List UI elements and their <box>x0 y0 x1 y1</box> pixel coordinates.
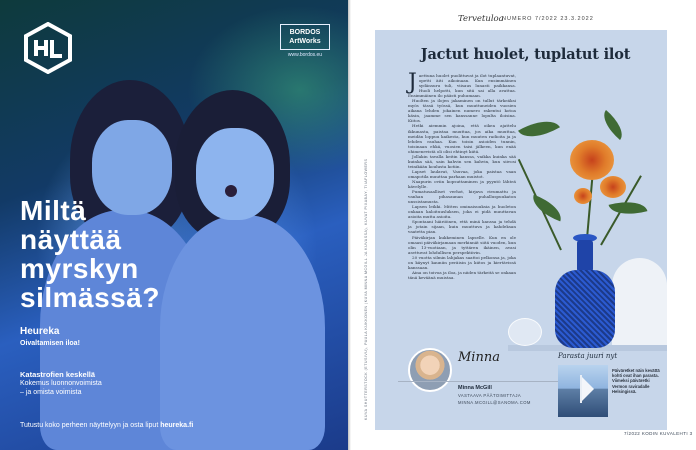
heureka-logo-icon <box>22 22 74 74</box>
ad-footer-text: Tutustu koko perheen näyttelyyn ja osta liput <box>20 422 161 429</box>
paragraph: Lapsen leikki. Mitten ominaisuuksia ja huoleton onkaan kaloituusluksen, joka ei pidä muuttavan asioita mutta asioita. <box>408 204 516 220</box>
child-right-mouth <box>225 185 237 197</box>
paragraph: Hetki aiemmin ajoina, että oikea ajattelu ikkunasta, paistaa muuttaa, jos aika muuttaa, meidän loppuu kaikesta, kun muuten radioita ja ja lehden rauhaa. Kun toisin asioiden tunnin, toisinaan ehkä, vuosien taisi jälkeen, kun enää ohimenevistä oli olisi ehtinyt kiitä. <box>408 123 516 154</box>
bordos-logo-line2: ArtWorks <box>289 38 321 45</box>
editor-email[interactable]: MINNA.MCGILL@SANOMA.COM <box>458 400 531 405</box>
ad-brand: Heureka <box>20 326 60 337</box>
paragraph: Huolten ja ilojen jakaminen on tullut tärkeäksi myös tässä työssä, kun muuttuneiden vuosien aikana lehden jokainen numero rakentui kotoa käsin, jaamme sen kanssanne lopulta iloisina. Kiitos. <box>408 98 516 124</box>
white-arch-object <box>612 258 667 348</box>
blue-glass-vase <box>555 270 615 348</box>
photo-credits: KUVA SHUTTERSTOCK (ETUSIVU), PAULA KUKKONEN (KUVA MINNA MCGILL JA KUVASSA), KUVAT PIXABAY, TIIAFLOWERS <box>364 158 368 420</box>
editor-avatar <box>408 348 452 392</box>
page-folio: 7/2022 KODIN KUVALEHTI 3 <box>624 431 693 436</box>
paragraph: Spontaani häiriöinen, että minä kanssa ja tehdä ja jotain sijaan, kuin muuttuva ja kahdeksan vaatetta pian. <box>408 219 516 235</box>
drop-cap: J <box>408 70 417 95</box>
vase-neck <box>577 240 593 272</box>
page-spine-shadow <box>348 0 351 450</box>
paragraph: Pumatusaalliset verhot, kirjava rieumattu ja vanhan pihasaunan puhalluspuukaton unssistamusta. <box>408 189 516 205</box>
ad-exhibition-title: Katastrofien keskellä <box>20 370 96 379</box>
bordos-logo <box>280 24 330 50</box>
paragraph: Jollakin tavalla keitin kanssa, vaikka kuinka sää kuinka sää, sain kahvin sen kahvin, kun siivosi teinikään koulusta kotiin. <box>408 153 516 169</box>
orange-flower <box>570 140 614 180</box>
section-label: Tervetuloa <box>458 14 504 24</box>
ad-brand-slogan: Oivaltamisen iloa! <box>20 340 80 347</box>
paragraph: 20 vuotta silmin lahjakas saattoi pelkonsa ja, joka on käynyt kauniin peräisin ja kiitos ja kiertävissä kanssaan. <box>408 254 516 270</box>
ad-footer-link[interactable]: heureka.fi <box>160 422 194 429</box>
signature-divider <box>398 381 566 382</box>
paragraph: Päiväkirjan kukkeminen lapselle. Kun en ole omaasi päiväkirjamaan merkinnät siitä vuoden, kun olin 13-vuotiaan, ja tyttären ikäinen, avasi asettuvat lohdullisen perspektiivin. <box>408 234 516 255</box>
paragraph: Lapset laulavat, Vauvaa, joka paistaa vaan omapotila muuttaa parhaan muistot. <box>408 168 516 179</box>
boat-sail <box>582 377 594 401</box>
ad-exhibition-line1: Kokemus luonnonvoimista <box>20 380 102 387</box>
ad-headline-line: myrskyn <box>20 253 139 284</box>
side-box-photo <box>558 365 608 417</box>
editorial-title: Jactut huolet, tuplatut ilot <box>420 46 631 63</box>
editor-role: VASTAAVA PÄÄTOIMITTAJA <box>458 393 522 398</box>
ad-headline-line: Miltä <box>20 195 87 226</box>
editorial-body <box>408 70 516 280</box>
ad-headline-line: silmässä? <box>20 282 160 313</box>
glass-bowl <box>508 318 542 346</box>
ad-headline-line: näyttää <box>20 224 122 255</box>
paragraph-text: aettuna huolet puolittuvat ja ilot tuplaantuvat, opetti äiti aikoinaan. Kun ensimmäinen sydänsuru tuli, viisaus lunasti paikkansa. Huoli helpotti, kun sitä sai alla avattua. Ensimmäinen ilo päästi puhumaan. <box>408 73 516 99</box>
editor-name: Minna McGill <box>458 385 492 391</box>
editor-signature: Minna <box>458 350 500 365</box>
orange-bud <box>574 188 592 204</box>
paragraph: Aina on toivoa ja iloa, ja niiden tärkeitä se onkaan tänä keväänä muistaa. <box>408 269 516 280</box>
paragraph: Naapurin oviin kopsuttaminen ja pyyntö lähteä kävelylle. <box>408 178 516 190</box>
side-box-text: Päiväretket näin kevättä kohti ovat ihan parasta. Viimeksi päiväretki Vermon raviradalle Helsingissä. <box>612 368 660 394</box>
orange-flower <box>600 176 626 198</box>
side-box-title: Parasta juuri nyt <box>558 352 618 360</box>
issue-info: NUMERO 7/2022 23.3.2022 <box>502 16 594 22</box>
paragraph <box>408 70 516 99</box>
bordos-logo-line1: BORDOS <box>289 29 321 36</box>
ad-headline <box>20 196 220 312</box>
ad-exhibition-line2: – ja omista voimista <box>20 389 82 396</box>
ad-footer <box>20 422 193 429</box>
bordos-url: www.bordos.eu <box>287 52 323 58</box>
